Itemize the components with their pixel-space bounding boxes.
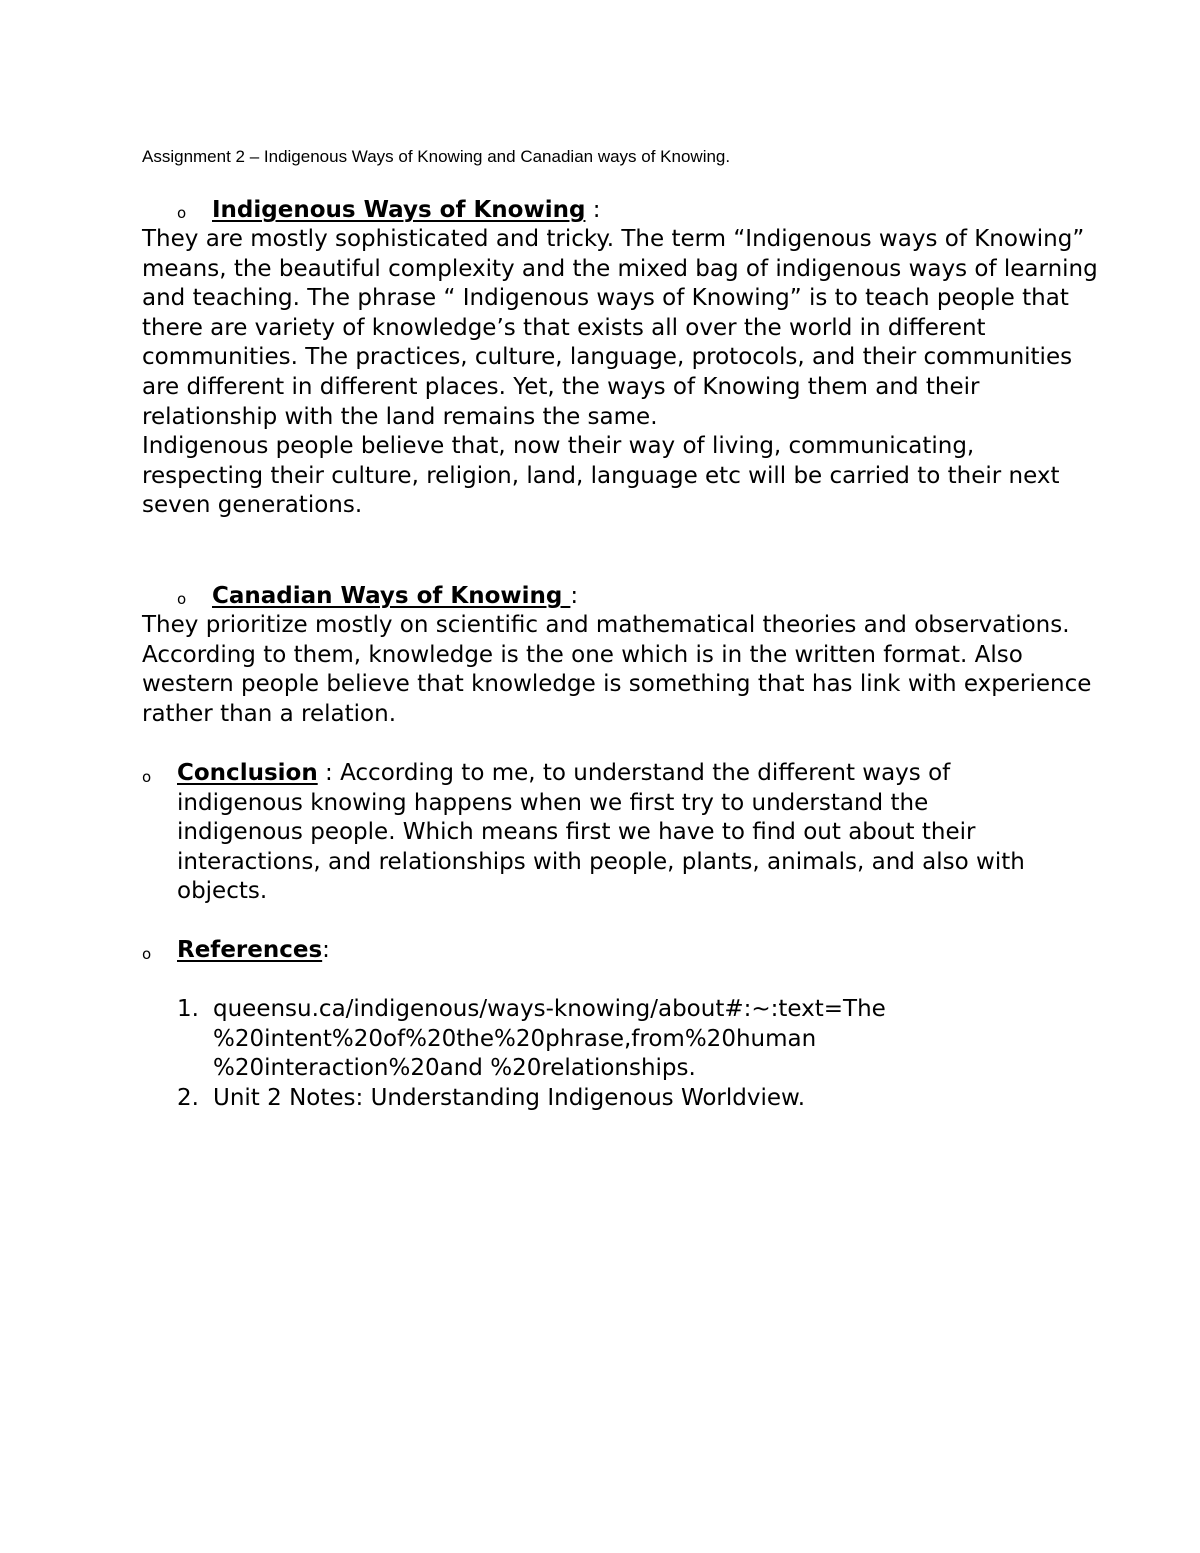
reference-line: queensu.ca/indigenous/ways-knowing/about#:~:text=The bbox=[213, 996, 886, 1022]
indigenous-body bbox=[142, 225, 1102, 521]
document-title: Assignment 2 – Indigenous Ways of Knowing and Canadian ways of Knowing. bbox=[142, 147, 731, 166]
reference-item bbox=[142, 1084, 1102, 1114]
reference-line: %20intent%20of%20the%20phrase,from%20human bbox=[213, 1025, 817, 1052]
indigenous-paragraph-1: They are mostly sophisticated and tricky. The term “Indigenous ways of Knowing” means, the beautiful complexity and the mixed bag of indigenous ways of learning and teaching. The phrase “ Indigenous ways of Knowing” is to teach people that there are variety of knowledge’s that exists all over the world in different communities. The practices, culture, language, protocols, and their communities are different in different places. Yet, the ways of Knowing them and their relationship with the land remains the same. bbox=[142, 226, 1098, 430]
reference-number: 2. bbox=[177, 1084, 199, 1111]
indigenous-paragraph-2: Indigenous people believe that, now their way of living, communicating, respecting their culture, religion, land, language etc will be carried to their next seven generations. bbox=[142, 433, 1060, 519]
reference-line: Unit 2 Notes: Understanding Indigenous Worldview. bbox=[213, 1084, 806, 1111]
section-heading-canadian bbox=[177, 581, 578, 611]
bullet-icon: o bbox=[177, 590, 187, 608]
canadian-heading-suffix: : bbox=[570, 583, 579, 609]
conclusion-heading-label: Conclusion bbox=[177, 760, 318, 786]
references-heading-suffix: : bbox=[322, 937, 330, 963]
reference-item bbox=[142, 995, 1102, 1084]
section-heading-indigenous bbox=[177, 195, 601, 225]
indigenous-heading-suffix: : bbox=[585, 197, 601, 223]
references-heading-label: References bbox=[177, 937, 323, 963]
bullet-icon: o bbox=[142, 945, 152, 963]
reference-number: 1. bbox=[177, 996, 199, 1022]
reference-line: %20interaction%20and %20relationships. bbox=[213, 1055, 696, 1082]
conclusion-text: : According to me, to understand the different ways of indigenous knowing happens when we first try to understand the indigenous people. Which means first we have to find out about their interactions, and relationships with people, plants, animals, and also with objects. bbox=[177, 760, 1025, 905]
canadian-body bbox=[142, 611, 1102, 729]
indigenous-heading-label: Indigenous Ways of Knowing bbox=[212, 197, 586, 223]
canadian-heading-label: Canadian Ways of Knowing bbox=[212, 583, 571, 609]
references-list bbox=[142, 995, 1102, 1113]
bullet-icon: o bbox=[142, 768, 152, 786]
section-conclusion bbox=[142, 759, 1102, 907]
canadian-paragraph: They prioritize mostly on scientific and mathematical theories and observations. According to them, knowledge is the one which is in the written format. Also western people believe that knowledge is something that has link with experience rather than a relation. bbox=[142, 612, 1092, 727]
bullet-icon: o bbox=[177, 204, 187, 222]
section-references bbox=[142, 936, 1102, 966]
